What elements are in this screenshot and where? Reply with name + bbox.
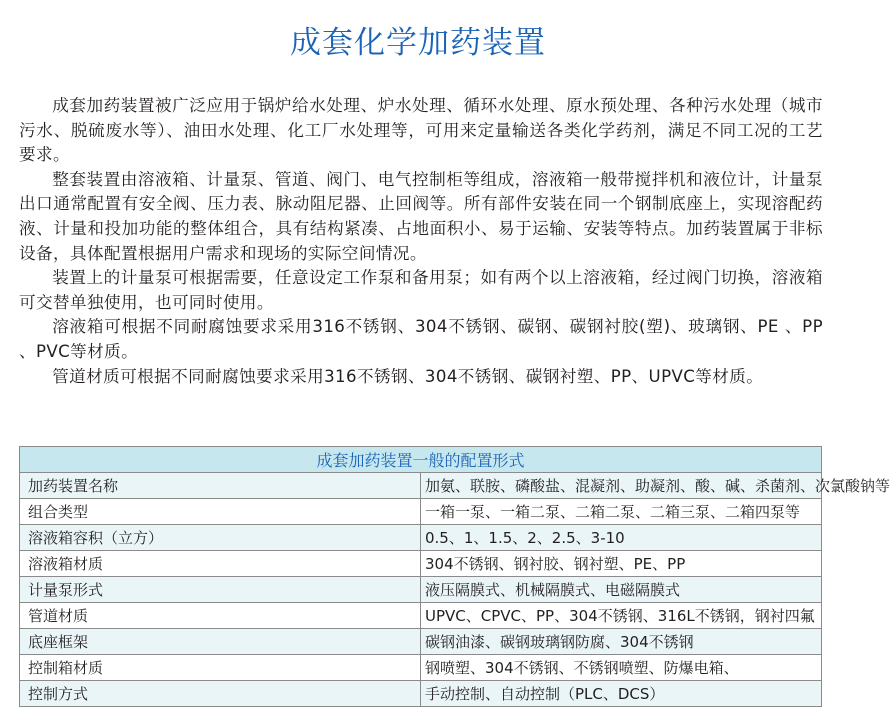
row-value: 液压隔膜式、机械隔膜式、电磁隔膜式 bbox=[421, 577, 822, 603]
row-label: 组合类型 bbox=[20, 499, 421, 525]
row-value: 一箱一泵、一箱二泵、二箱二泵、二箱三泵、二箱四泵等 bbox=[421, 499, 822, 525]
paragraph-tank-materials: 溶液箱可根据不同耐腐蚀要求采用316不锈钢、304不锈钢、碳钢、碳钢衬胶(塑)、玻璃钢、PE 、PP 、PVC等材质。 bbox=[19, 317, 823, 361]
table-row bbox=[20, 681, 822, 707]
page-title: 成套化学加药装置 bbox=[290, 25, 546, 61]
row-value: 304不锈钢、钢衬胶、钢衬塑、PE、PP bbox=[421, 551, 822, 577]
row-value: 手动控制、自动控制（PLC、DCS） bbox=[421, 681, 822, 707]
row-label: 底座框架 bbox=[20, 629, 421, 655]
row-value: 钢喷塑、304不锈钢、不锈钢喷塑、防爆电箱、 bbox=[421, 655, 822, 681]
paragraph-composition: 整套装置由溶液箱、计量泵、管道、阀门、电气控制柜等组成，溶液箱一般带搅拌机和液位计，计量泵出口通常配置有安全阀、压力表、脉动阻尼器、止回阀等。所有部件安装在同一个钢制底座上，实现溶配药液、计量和投加功能的整体组合，具有结构紧凑、占地面积小、易于运输、安装等特点。加药装置属于非标设备，具体配置根据用户需求和现场的实际空间情况。 bbox=[19, 169, 823, 263]
row-label: 管道材质 bbox=[20, 603, 421, 629]
table-row bbox=[20, 655, 822, 681]
row-value: 0.5、1、1.5、2、2.5、3-10 bbox=[421, 525, 822, 551]
table-caption: 成套加药装置一般的配置形式 bbox=[20, 447, 822, 473]
row-label: 加药装置名称 bbox=[20, 473, 421, 499]
row-label: 控制方式 bbox=[20, 681, 421, 707]
row-label: 控制箱材质 bbox=[20, 655, 421, 681]
row-label: 溶液箱容积（立方） bbox=[20, 525, 421, 551]
table-row bbox=[20, 473, 822, 499]
table-header-row bbox=[20, 447, 822, 473]
row-value: 碳钢油漆、碳钢玻璃钢防腐、304不锈钢 bbox=[421, 629, 822, 655]
configuration-table bbox=[19, 446, 890, 707]
paragraph-pipe-materials: 管道材质可根据不同耐腐蚀要求采用316不锈钢、304不锈钢、碳钢衬塑、PP、UPVC等材质。 bbox=[52, 366, 764, 386]
description bbox=[19, 94, 823, 389]
table-row bbox=[20, 499, 822, 525]
table-row bbox=[20, 551, 822, 577]
table-row bbox=[20, 577, 822, 603]
row-label: 溶液箱材质 bbox=[20, 551, 421, 577]
table-row bbox=[20, 629, 822, 655]
table-row bbox=[20, 525, 822, 551]
paragraph-applications: 成套加药装置被广泛应用于锅炉给水处理、炉水处理、循环水处理、原水预处理、各种污水处理（城市污水、脱硫废水等）、油田水处理、化工厂水处理等，可用来定量输送各类化学药剂，满足不同工况的工艺要求。 bbox=[19, 96, 823, 165]
row-label: 计量泵形式 bbox=[20, 577, 421, 603]
paragraph-pumps: 装置上的计量泵可根据需要，任意设定工作泵和备用泵；如有两个以上溶液箱，经过阀门切换，溶液箱可交替单独使用，也可同时使用。 bbox=[19, 268, 823, 312]
table-row bbox=[20, 603, 822, 629]
row-value: 加氨、联胺、磷酸盐、混凝剂、助凝剂、酸、碱、杀菌剂、次氯酸钠等 bbox=[421, 473, 822, 499]
row-value: UPVC、CPVC、PP、304不锈钢、316L不锈钢，钢衬四氟 bbox=[421, 603, 822, 629]
